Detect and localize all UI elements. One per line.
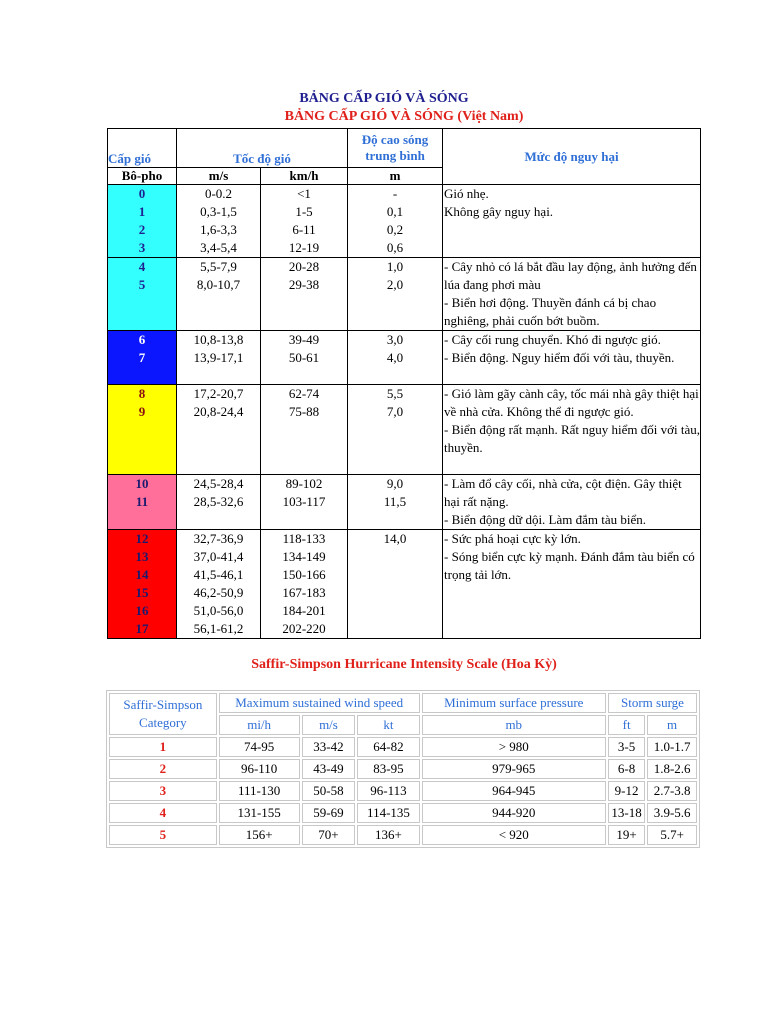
grade-value: 5 xyxy=(138,277,146,292)
ss-cell-mih: 96-110 xyxy=(219,759,300,779)
ss-cell-cat: 2 xyxy=(109,759,217,779)
wave-value: - xyxy=(392,186,398,201)
wave-value: 2,0 xyxy=(386,277,404,292)
kmh-value: 167-183 xyxy=(282,585,326,600)
kmh-value: 202-220 xyxy=(282,621,326,636)
kmh-value: 12-19 xyxy=(288,240,320,255)
ss-cell-m: 2.7-3.8 xyxy=(647,781,697,801)
kmh-cell xyxy=(261,385,348,475)
grade-value: 11 xyxy=(135,494,149,509)
ss-row xyxy=(109,803,697,823)
description-line: - Gió làm gãy cành cây, tốc mái nhà gây thiệt hại về nhà cửa. Không thể đi ngược gió. xyxy=(444,386,699,419)
ss-cell-cat: 1 xyxy=(109,737,217,757)
ss-cell-ft: 9-12 xyxy=(608,781,645,801)
ss-cell-m: 5.7+ xyxy=(647,825,697,845)
grade-value: 4 xyxy=(138,259,146,274)
header-toc-do-gio: Tốc độ gió xyxy=(177,129,348,168)
wave-value: 11,5 xyxy=(383,494,407,509)
description-line: - Cây nhỏ có lá bắt đầu lay động, ảnh hưởng đến lúa đang phơi màu xyxy=(444,259,697,292)
ms-value: 41,5-46,1 xyxy=(193,567,244,582)
page-subtitle: BẢNG CẤP GIÓ VÀ SÓNG (Việt Nam) xyxy=(284,109,524,124)
wave-cell xyxy=(348,530,443,639)
kmh-value: 150-166 xyxy=(282,567,326,582)
grade-value: 12 xyxy=(135,531,149,546)
kmh-value: 39-49 xyxy=(288,332,320,347)
kmh-value: 20-28 xyxy=(288,259,320,274)
wave-cell xyxy=(348,331,443,385)
header-storm-surge: Storm surge xyxy=(608,693,697,713)
ss-row xyxy=(109,737,697,757)
grade-cell xyxy=(108,530,177,639)
ss-cell-m: 1.8-2.6 xyxy=(647,759,697,779)
kmh-value: 89-102 xyxy=(285,476,323,491)
ms-cell xyxy=(177,185,261,258)
grade-value: 9 xyxy=(138,404,146,419)
saffir-simpson-table xyxy=(106,690,700,848)
kmh-value: 134-149 xyxy=(282,549,326,564)
wave-cell xyxy=(348,185,443,258)
grade-cell xyxy=(108,185,177,258)
grade-value: 1 xyxy=(138,204,146,219)
wave-value: 1,0 xyxy=(386,259,404,274)
ms-value: 10,8-13,8 xyxy=(193,332,244,347)
description-cell xyxy=(443,331,701,385)
ss-cell-mih: 111-130 xyxy=(219,781,300,801)
ms-value: 1,6-3,3 xyxy=(200,222,237,237)
description-line: - Cây cối rung chuyển. Khó đi ngược gió. xyxy=(444,332,661,347)
ss-cell-ft: 19+ xyxy=(608,825,645,845)
kmh-cell xyxy=(261,258,348,331)
ss-header-row xyxy=(109,693,697,713)
ms-cell xyxy=(177,331,261,385)
ss-cell-kt: 96-113 xyxy=(357,781,419,801)
wave-value: 5,5 xyxy=(386,386,404,401)
wind-group-row xyxy=(108,385,701,475)
header-min-pressure: Minimum surface pressure xyxy=(422,693,606,713)
description-line: Gió nhẹ. xyxy=(444,186,489,201)
subheader-bopho: Bô-pho xyxy=(108,168,177,185)
ss-row xyxy=(109,781,697,801)
ss-cell-ft: 13-18 xyxy=(608,803,645,823)
wind-group-row xyxy=(108,185,701,258)
wave-value: 0,2 xyxy=(386,222,404,237)
ms-value: 3,4-5,4 xyxy=(200,240,237,255)
kmh-value: 50-61 xyxy=(288,350,320,365)
wave-value: 3,0 xyxy=(386,332,404,347)
description-line: - Làm đổ cây cối, nhà cửa, cột điện. Gây thiệt hại rất nặng. xyxy=(444,476,682,509)
subheader-mih: mi/h xyxy=(219,715,300,735)
description-cell xyxy=(443,258,701,331)
ms-value: 37,0-41,4 xyxy=(193,549,244,564)
ss-row xyxy=(109,825,697,845)
ss-cell-ft: 6-8 xyxy=(608,759,645,779)
kmh-cell xyxy=(261,530,348,639)
kmh-value: 1-5 xyxy=(295,204,313,219)
grade-cell xyxy=(108,331,177,385)
header-do-cao-song: Độ cao sóng trung bình xyxy=(348,129,443,168)
ms-value: 24,5-28,4 xyxy=(193,476,244,491)
ss-cell-m: 3.9-5.6 xyxy=(647,803,697,823)
ss-cell-kt: 64-82 xyxy=(357,737,419,757)
header-cap-gio: Cấp gió xyxy=(108,129,177,168)
description-line: - Biển động dữ dội. Làm đắm tàu biển. xyxy=(444,512,647,527)
kmh-cell xyxy=(261,331,348,385)
kmh-value: 75-88 xyxy=(288,404,320,419)
wind-group-row xyxy=(108,530,701,639)
kmh-value: 62-74 xyxy=(288,386,320,401)
wave-value: 9,0 xyxy=(386,476,404,491)
ms-value: 56,1-61,2 xyxy=(193,621,244,636)
description-cell xyxy=(443,530,701,639)
ms-value: 0-0.2 xyxy=(204,186,233,201)
grade-value: 17 xyxy=(135,621,149,636)
description-line: - Sóng biển cực kỳ mạnh. Đánh đắm tàu biển có trọng tải lớn. xyxy=(444,549,695,582)
wave-cell xyxy=(348,385,443,475)
grade-cell xyxy=(108,475,177,530)
wind-group-row xyxy=(108,475,701,530)
ms-value: 0,3-1,5 xyxy=(200,204,237,219)
ss-cell-ms: 70+ xyxy=(302,825,356,845)
grade-value: 7 xyxy=(138,350,146,365)
kmh-value: 29-38 xyxy=(288,277,320,292)
ss-cell-mb: 979-965 xyxy=(422,759,606,779)
ms-cell xyxy=(177,530,261,639)
ss-cell-kt: 136+ xyxy=(357,825,419,845)
ms-value: 13,9-17,1 xyxy=(193,350,244,365)
grade-value: 0 xyxy=(138,186,146,201)
ms-value: 32,7-36,9 xyxy=(193,531,244,546)
ss-cell-mih: 131-155 xyxy=(219,803,300,823)
ss-cell-mb: 964-945 xyxy=(422,781,606,801)
subheader-kt: kt xyxy=(357,715,419,735)
ms-value: 8,0-10,7 xyxy=(196,277,241,292)
ss-cell-mb: < 920 xyxy=(422,825,606,845)
description-line: - Sức phá hoại cực kỳ lớn. xyxy=(444,531,581,546)
subheader-mb: mb xyxy=(422,715,606,735)
ss-cell-ms: 33-42 xyxy=(302,737,356,757)
ss-cell-ft: 3-5 xyxy=(608,737,645,757)
ss-cell-ms: 59-69 xyxy=(302,803,356,823)
ss-cell-cat: 4 xyxy=(109,803,217,823)
ss-cell-mb: 944-920 xyxy=(422,803,606,823)
wave-cell xyxy=(348,475,443,530)
ms-value: 51,0-56,0 xyxy=(193,603,244,618)
grade-cell xyxy=(108,385,177,475)
ss-cell-kt: 114-135 xyxy=(357,803,419,823)
grade-value: 13 xyxy=(135,549,149,564)
ss-cell-mih: 156+ xyxy=(219,825,300,845)
ss-cell-ms: 50-58 xyxy=(302,781,356,801)
wave-value: 0,6 xyxy=(386,240,404,255)
ms-cell xyxy=(177,258,261,331)
wind-header-row xyxy=(108,129,701,168)
grade-value: 3 xyxy=(138,240,146,255)
ss-cell-mih: 74-95 xyxy=(219,737,300,757)
kmh-value: <1 xyxy=(297,186,311,201)
saffir-simpson-title: Saffir-Simpson Hurricane Intensity Scale (Hoa Kỳ) xyxy=(251,657,557,672)
description-cell xyxy=(443,475,701,530)
ms-value: 46,2-50,9 xyxy=(193,585,244,600)
ss-cell-cat: 5 xyxy=(109,825,217,845)
ms-cell xyxy=(177,475,261,530)
subheader-m: m xyxy=(348,168,443,185)
grade-value: 2 xyxy=(138,222,146,237)
description-cell xyxy=(443,185,701,258)
ss-cell-mb: > 980 xyxy=(422,737,606,757)
wind-scale-table xyxy=(107,128,701,639)
description-cell xyxy=(443,385,701,475)
wave-value: 4,0 xyxy=(386,350,404,365)
subheader-ms: m/s xyxy=(177,168,261,185)
wave-value: 7,0 xyxy=(386,404,404,419)
subheader-kmh: km/h xyxy=(261,168,348,185)
wave-value: 14,0 xyxy=(383,531,407,546)
description-line: - Biển hơi động. Thuyền đánh cá bị chao nghiêng, phải cuốn bớt buồm. xyxy=(444,295,657,328)
ss-cell-ms: 43-49 xyxy=(302,759,356,779)
ss-row xyxy=(109,759,697,779)
description-line: Không gây nguy hại. xyxy=(444,204,554,219)
grade-value: 15 xyxy=(135,585,149,600)
grade-value: 6 xyxy=(138,332,146,347)
grade-value: 16 xyxy=(135,603,149,618)
header-max-wind: Maximum sustained wind speed xyxy=(219,693,420,713)
ms-cell xyxy=(177,385,261,475)
ms-value: 5,5-7,9 xyxy=(200,259,237,274)
grade-value: 8 xyxy=(138,386,146,401)
grade-value: 10 xyxy=(135,476,149,491)
description-line: - Biển động rất mạnh. Rất nguy hiểm đối với tàu, thuyền. xyxy=(444,422,701,455)
kmh-cell xyxy=(261,185,348,258)
subheader-ft: ft xyxy=(608,715,645,735)
wind-group-row xyxy=(108,258,701,331)
ss-cell-cat: 3 xyxy=(109,781,217,801)
ms-value: 28,5-32,6 xyxy=(193,494,244,509)
ms-value: 20,8-24,4 xyxy=(193,404,244,419)
wave-value: 0,1 xyxy=(386,204,404,219)
kmh-value: 6-11 xyxy=(292,222,316,237)
subheader-ms: m/s xyxy=(302,715,356,735)
ms-value: 17,2-20,7 xyxy=(193,386,244,401)
grade-cell xyxy=(108,258,177,331)
subheader-m: m xyxy=(647,715,697,735)
kmh-cell xyxy=(261,475,348,530)
ss-cell-kt: 83-95 xyxy=(357,759,419,779)
description-line: - Biển động. Nguy hiểm đối với tàu, thuyền. xyxy=(444,350,675,365)
wind-group-row xyxy=(108,331,701,385)
grade-value: 14 xyxy=(135,567,149,582)
wave-cell xyxy=(348,258,443,331)
header-muc-do-nguy-hai: Mức độ nguy hại xyxy=(443,129,701,185)
kmh-value: 118-133 xyxy=(282,531,326,546)
header-ss-category: Saffir-Simpson Category xyxy=(109,693,217,735)
kmh-value: 103-117 xyxy=(282,494,326,509)
kmh-value: 184-201 xyxy=(282,603,326,618)
ss-cell-m: 1.0-1.7 xyxy=(647,737,697,757)
page-title: BẢNG CẤP GIÓ VÀ SÓNG xyxy=(299,91,469,106)
